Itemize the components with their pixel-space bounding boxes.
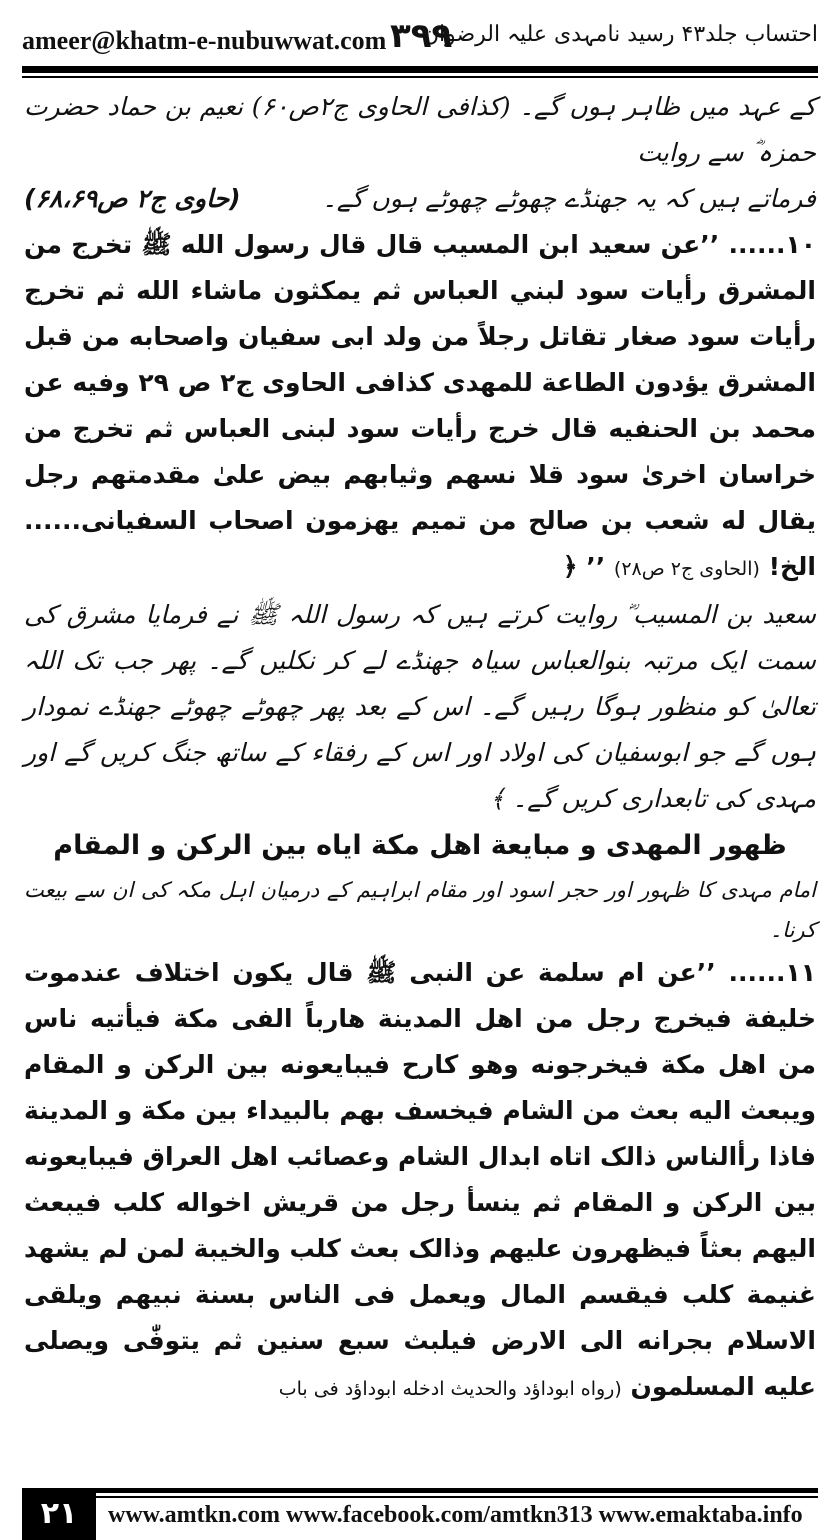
- hadith-10-number: ۱۰......: [728, 230, 816, 259]
- urdu-paragraph-1: [24, 84, 816, 176]
- hadith-10-text: ’’عن سعيد ابن المسيب قال قال رسول الله ﷺ تخرج من المشرق رأيات سود لبني العباس ثم يمكثون ماشاء الله ثم تخرج رأيات سود صغار تقاتل رجلاً من ولد ابى سفيان واصحابه من قبل المشرق يؤدون الطاعة للمهدى كذافى الحاوى ج۲ ص ۲۹ وفيه عن محمد بن الحنفيه قال خرج رأيات سود لبنى العباس ثم تخرج من خراسان اخرىٰ سود قلا نسهم وثيابهم بيض علىٰ مقدمتهم رجل يقال له شعب بن صالح من تميم يهزمون اصحاب السفيانى...... الخ!: [24, 230, 816, 581]
- hadith-11: [24, 950, 816, 1412]
- page-body: [24, 84, 816, 1412]
- section-heading: ظهور المهدى و مبايعة اهل مكة اياه بين الركن و المقام: [53, 830, 787, 861]
- hadith-10-close: ’’ ﴿: [562, 552, 606, 581]
- urdu-translation-10: سعید بن المسیب ؓ روایت کرتے ہیں کہ رسول اللہ ﷺ نے فرمایا مشرق کی سمت ایک مرتبہ بنوالعباس سیاہ جھنڈے لے کر نکلیں گے۔ پھر جب تک اللہ تعالیٰ کو منظور ہوگا رہیں گے۔ اس کے بعد پھر چھوٹے چھوٹے جھنڈے نمودار ہوں گے جو ابوسفیان کی اولاد اور اس کے رفقاء کے ساتھ جنگ کریں گے اور مہدی کی تابعداری کریں گے۔ ﴾: [24, 600, 816, 813]
- hadith-11-reference: (رواه ابوداؤد والحديث ادخله ابوداؤد فى باب: [278, 1378, 622, 1400]
- hadith-11-number: ۱۱......: [728, 958, 816, 987]
- section-subheading: امام مہدی کا ظہور اور حجر اسود اور مقام ابراہیم کے درمیان اہل مکہ کی ان سے بیعت کرنا۔: [24, 878, 817, 942]
- header-rule-thin: [22, 76, 818, 78]
- header-book-title: احتساب جلد۴۳ رسید نامہدی علیہ الرضوان: [422, 22, 818, 47]
- footer-rule-thin: [22, 1496, 818, 1498]
- header-page-number: ۳۹۹: [390, 16, 453, 56]
- hadith-10: [24, 222, 816, 592]
- footer-rule-thick: [22, 1488, 818, 1493]
- urdu-para1-reference: (حاوی ج۲ ص۶۸،۶۹): [24, 184, 241, 213]
- urdu-paragraph-1-end: [24, 176, 816, 222]
- hadith-10-reference: (الحاوى ج۲ ص۲۸): [613, 558, 760, 580]
- header-email: ameer@khatm-e-nubuwwat.com: [22, 26, 387, 55]
- footer-links: www.amtkn.com www.facebook.com/amtkn313 www.emaktaba.info: [108, 1502, 803, 1528]
- page-header: [22, 12, 818, 60]
- footer-page-number: ۲۱: [22, 1490, 96, 1540]
- urdu-para1-line2: فرماتے ہیں کہ یہ جھنڈے چھوٹے چھوٹے ہوں گے۔: [322, 184, 816, 213]
- header-rule-thick: [22, 66, 818, 73]
- urdu-para1-line1: کے عہد میں ظاہر ہوں گے۔ (کذافی الحاوی ج۲ص۶۰) نعیم بن حماد حضرت حمزہ ؓ سے روایت: [24, 92, 817, 167]
- hadith-11-text: ’’عن ام سلمة عن النبى ﷺ قال يكون اختلاف عندموت خليفة فيخرج رجل من اهل المدينة هارباً الفى مكة فيأتيه ناس من اهل مكة فيخرجونه وهو كارح فيبايعونه بين الركن و المقام ويبعث اليه بعث من الشام فيخسف بهم بالبيداء بين مكة و المدينة فاذا رأالناس ذالک اتاه ابدال الشام وعصائب اهل العراق فيبايعونه بين الركن و المقام ثم ينسأ رجل من قريش اخواله كلب فيبعث اليهم بعثاً فيظهرون عليهم وذالک بعث كلب والخيبة لمن لم يشهد غنيمة كلب فيقسم المال ويعمل فى الناس بسنة نبيهم ويلقى الاسلام بجرانه الى الارض فيلبث سبع سنين ثم يتوفّٰى ويصلى عليه المسلمون: [24, 958, 816, 1401]
